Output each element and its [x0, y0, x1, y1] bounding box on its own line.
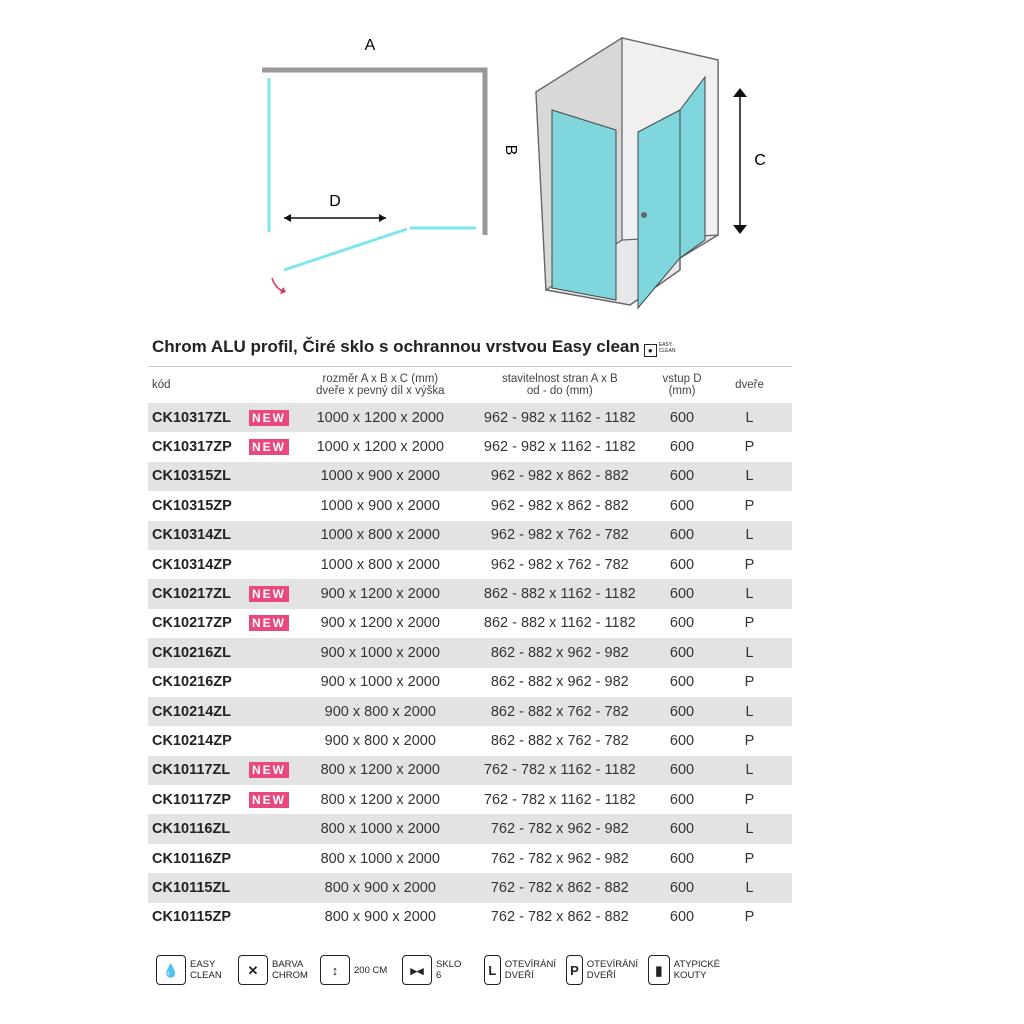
legend-item: ▸◂ SKLO 6 [402, 955, 474, 985]
product-code: CK10315ZL [148, 462, 240, 491]
table-row [148, 873, 792, 902]
label-a: A [364, 37, 376, 54]
product-code: CK10317ZP [152, 439, 232, 456]
header-stavitelnost: stavitelnost stran A x B od - do (mm) [463, 367, 657, 404]
door-left-icon: L [484, 955, 501, 985]
product-code: CK10116ZP [152, 850, 231, 867]
adjustability: 962 - 982 x 1162 - 1182 [463, 403, 657, 432]
door-side: L [707, 756, 792, 785]
new-badge-cell [240, 462, 298, 491]
adjustability: 762 - 782 x 862 - 882 [490, 909, 629, 926]
entry-width: 600 [657, 638, 707, 667]
height-icon: ↕ [320, 955, 350, 985]
product-code: CK10117ZP [152, 791, 231, 808]
table-row [148, 785, 792, 814]
adjustability: 762 - 782 x 862 - 882 [463, 873, 657, 902]
dimensions: 800 x 900 x 2000 [298, 873, 463, 902]
table-row [148, 726, 792, 755]
glass-thickness-icon: ▸◂ [402, 955, 432, 985]
door-side: P [744, 674, 755, 691]
dimensions: 1000 x 800 x 2000 [298, 521, 463, 550]
new-badge-cell [240, 579, 298, 608]
table-row [148, 844, 792, 873]
product-table [148, 366, 792, 932]
floor-plan-diagram [250, 30, 530, 300]
adjustability: 962 - 982 x 862 - 882 [463, 462, 657, 491]
perspective-diagram [530, 30, 780, 320]
adjustability: 762 - 782 x 1162 - 1182 [463, 756, 657, 785]
label-b: B [502, 144, 519, 156]
table-row [148, 432, 792, 461]
adjustability: 862 - 882 x 1162 - 1182 [463, 579, 657, 608]
product-code: CK10214ZL [148, 697, 240, 726]
drop-icon: 💧 [156, 955, 186, 985]
adjustability: 862 - 882 x 962 - 982 [490, 674, 629, 691]
door-side: P [744, 615, 755, 632]
entry-width: 600 [657, 579, 707, 608]
dimensions: 900 x 1200 x 2000 [320, 615, 440, 632]
door-side: P [744, 791, 755, 808]
adjustability: 862 - 882 x 762 - 782 [490, 732, 629, 749]
feature-legend [156, 955, 720, 985]
new-badge-cell [240, 903, 298, 932]
entry-width: 600 [657, 756, 707, 785]
new-badge-cell [240, 432, 298, 461]
door-side: L [707, 579, 792, 608]
header-kod: kód [148, 367, 240, 404]
dimensions: 800 x 1000 x 2000 [320, 850, 440, 867]
label-d: D [329, 193, 341, 210]
entry-width: 600 [669, 556, 695, 573]
dimensions: 900 x 1000 x 2000 [298, 638, 463, 667]
table-row [148, 550, 792, 579]
table-row [148, 521, 792, 550]
new-badge-cell [240, 521, 298, 550]
new-badge-cell [240, 873, 298, 902]
entry-width: 600 [657, 873, 707, 902]
adjustability: 962 - 982 x 762 - 782 [463, 521, 657, 550]
product-code: CK10115ZL [148, 873, 240, 902]
door-side: P [744, 556, 755, 573]
adjustability: 862 - 882 x 962 - 982 [463, 638, 657, 667]
table-row [148, 668, 792, 697]
door-side: L [707, 697, 792, 726]
new-badge-cell [240, 785, 298, 814]
label-c: C [754, 152, 766, 169]
new-badge: NEW [249, 792, 289, 808]
product-code: CK10317ZL [148, 403, 240, 432]
adjustability: 962 - 982 x 762 - 782 [490, 556, 629, 573]
new-badge-cell [240, 814, 298, 843]
product-code: CK10216ZP [152, 674, 232, 691]
legend-item: ▮ ATYPICKÉ KOUTY [648, 955, 720, 985]
new-badge-cell [240, 609, 298, 638]
entry-width: 600 [657, 462, 707, 491]
entry-width: 600 [669, 791, 695, 808]
dimensions: 900 x 1000 x 2000 [320, 674, 440, 691]
new-badge-cell [240, 550, 298, 579]
new-badge: NEW [249, 410, 289, 426]
new-badge-cell [240, 844, 298, 873]
legend-item: L OTEVÍRÁNÍ DVEŘÍ [484, 955, 556, 985]
product-code: CK10216ZL [148, 638, 240, 667]
header-dvere: dveře [707, 367, 792, 404]
new-badge: NEW [249, 586, 289, 602]
product-code: CK10217ZP [152, 615, 232, 632]
dimensions: 800 x 900 x 2000 [324, 909, 436, 926]
new-badge-cell [240, 403, 298, 432]
adjustability: 862 - 882 x 762 - 782 [463, 697, 657, 726]
door-side: L [707, 814, 792, 843]
atypical-corner-icon: ▮ [648, 955, 670, 985]
dimensions: 1000 x 800 x 2000 [320, 556, 440, 573]
drop-icon: ● [644, 344, 657, 357]
page-title [152, 337, 675, 358]
product-code: CK10115ZP [152, 909, 231, 926]
table-row [148, 814, 792, 843]
product-code: CK10217ZL [148, 579, 240, 608]
table-row [148, 756, 792, 785]
door-side: P [744, 732, 755, 749]
dimensions: 1000 x 900 x 2000 [298, 462, 463, 491]
table-row [148, 403, 792, 432]
door-side: P [744, 909, 755, 926]
new-badge-cell [240, 491, 298, 520]
adjustability: 762 - 782 x 962 - 982 [490, 850, 629, 867]
table-row [148, 638, 792, 667]
door-side: P [744, 497, 755, 514]
entry-width: 600 [669, 732, 695, 749]
table-row [148, 697, 792, 726]
chrome-color-icon: ✕ [238, 955, 268, 985]
door-side: L [707, 521, 792, 550]
dimensions: 800 x 1000 x 2000 [298, 814, 463, 843]
product-code: CK10214ZP [152, 732, 232, 749]
adjustability: 762 - 782 x 1162 - 1182 [483, 791, 636, 808]
dimensions: 1000 x 1200 x 2000 [316, 439, 444, 456]
entry-width: 600 [669, 909, 695, 926]
dimensions: 1000 x 1200 x 2000 [298, 403, 463, 432]
table-row [148, 609, 792, 638]
new-badge-cell [240, 638, 298, 667]
product-code: CK10314ZP [152, 556, 232, 573]
entry-width: 600 [657, 697, 707, 726]
new-badge-cell [240, 668, 298, 697]
easy-clean-badge: ●EASY CLEAN [644, 338, 676, 358]
product-code: CK10117ZL [148, 756, 240, 785]
legend-item: P OTEVÍRÁNÍ DVEŘÍ [566, 955, 638, 985]
adjustability: 762 - 782 x 962 - 982 [463, 814, 657, 843]
new-badge-cell [240, 697, 298, 726]
dimensions: 1000 x 900 x 2000 [320, 497, 440, 514]
entry-width: 600 [669, 850, 695, 867]
dimensions: 900 x 800 x 2000 [298, 697, 463, 726]
door-side: P [744, 850, 755, 867]
adjustability: 862 - 882 x 1162 - 1182 [483, 615, 636, 632]
entry-width: 600 [669, 674, 695, 691]
dimensions: 900 x 1200 x 2000 [298, 579, 463, 608]
header-rozmer: rozměr A x B x C (mm) dveře x pevný díl x výška [298, 367, 463, 404]
title-text: Chrom ALU profil, Čiré sklo s ochrannou vrstvou Easy clean [152, 337, 640, 356]
legend-item: 💧 EASY CLEAN [156, 955, 228, 985]
legend-item: ↕ 200 CM [320, 955, 392, 985]
entry-width: 600 [657, 814, 707, 843]
product-code: CK10314ZL [148, 521, 240, 550]
table-row [148, 579, 792, 608]
entry-width: 600 [669, 615, 695, 632]
door-side: L [707, 638, 792, 667]
new-badge-cell [240, 756, 298, 785]
table-row [148, 462, 792, 491]
entry-width: 600 [657, 403, 707, 432]
table-header [148, 367, 792, 404]
dimensions: 800 x 1200 x 2000 [298, 756, 463, 785]
product-code: CK10315ZP [152, 497, 232, 514]
new-badge: NEW [249, 615, 289, 631]
door-side: P [744, 439, 755, 456]
entry-width: 600 [669, 497, 695, 514]
adjustability: 962 - 982 x 862 - 882 [490, 497, 629, 514]
table-row [148, 491, 792, 520]
dimensions: 900 x 800 x 2000 [324, 732, 436, 749]
header-vstup: vstup D (mm) [657, 367, 707, 404]
adjustability: 962 - 982 x 1162 - 1182 [483, 439, 636, 456]
table-row [148, 903, 792, 932]
door-right-icon: P [566, 955, 583, 985]
entry-width: 600 [657, 521, 707, 550]
dimensions: 800 x 1200 x 2000 [320, 791, 440, 808]
door-side: L [707, 462, 792, 491]
new-badge: NEW [249, 762, 289, 778]
door-side: L [707, 403, 792, 432]
new-badge: NEW [249, 439, 289, 455]
product-code: CK10116ZL [148, 814, 240, 843]
new-badge-cell [240, 726, 298, 755]
legend-item: ✕ BARVA CHROM [238, 955, 310, 985]
entry-width: 600 [669, 439, 695, 456]
door-side: L [707, 873, 792, 902]
